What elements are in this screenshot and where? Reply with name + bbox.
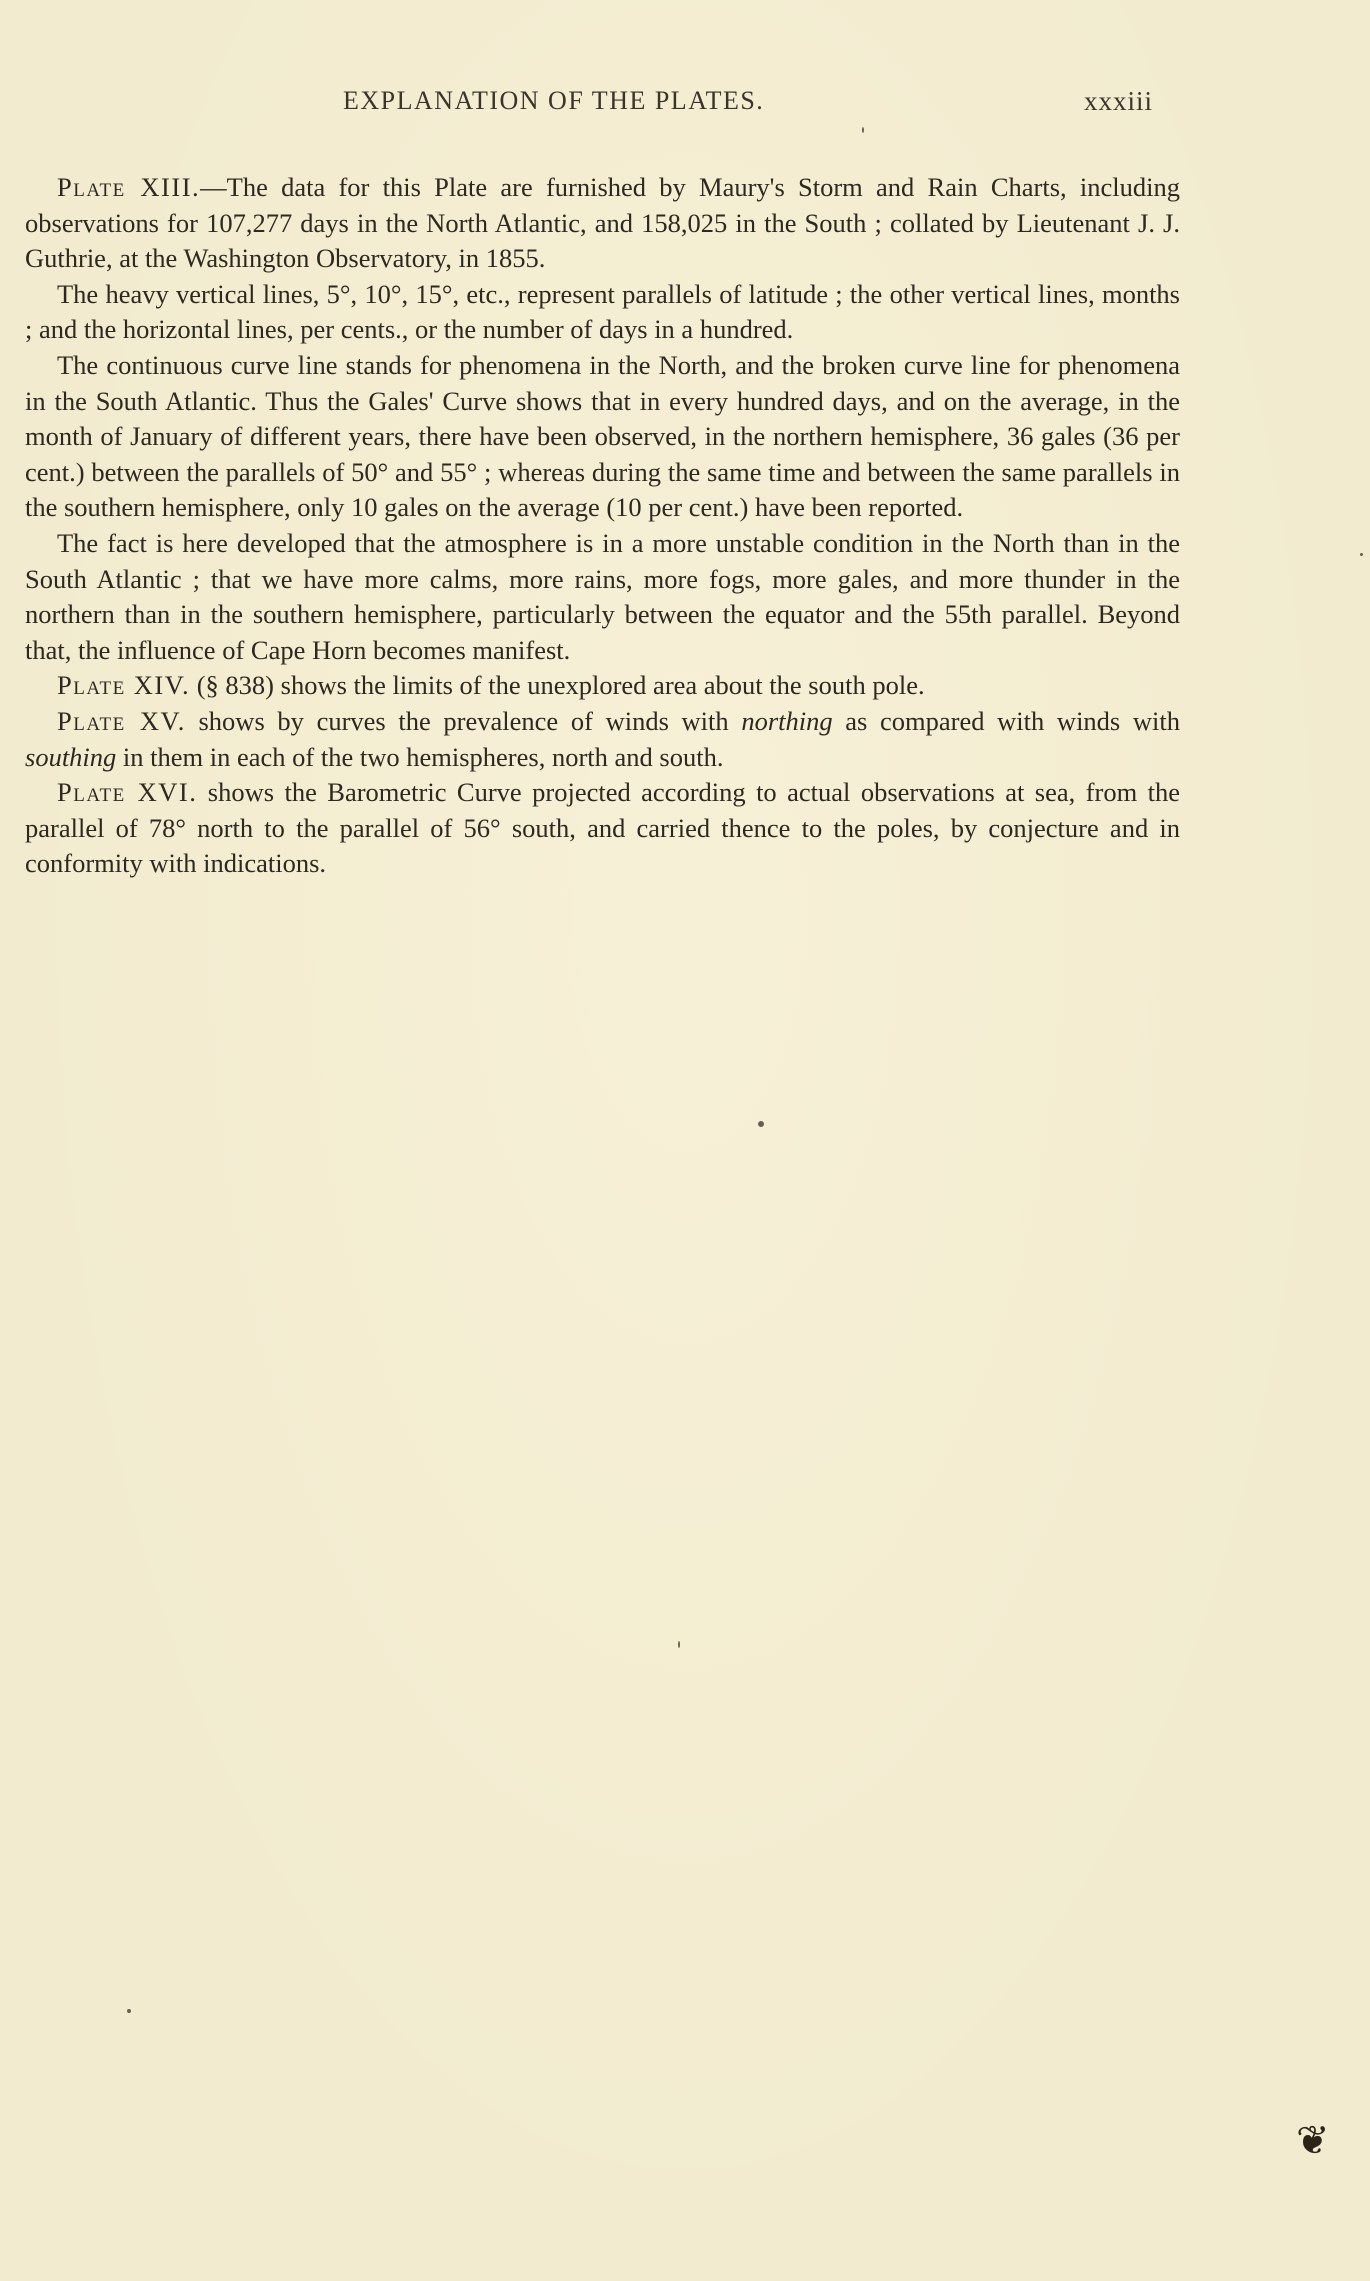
vertical-lines-text: The heavy vertical lines, 5°, 10°, 15°, etc., represent parallels of latitude ; the other vertical lines, months ; and the horizontal lines, per cents., or the number of days in a hundred. [25, 278, 1180, 345]
paragraph-atmosphere [25, 526, 1180, 668]
plate-xiii-text: —The data for this Plate are furnished by Maury's Storm and Rain Charts, including observations for 107,277 days in the North Atlantic, and 158,025 in the South ; collated by Lieutenant J. J. Guthrie, at the Washington Observatory, in 1855. [25, 172, 1180, 274]
curve-lines-text: The continuous curve line stands for phenomena in the North, and the broken curve line for phenomena in the South Atlantic. Thus the Gales' Curve shows that in every hundred days, and on the average, in the month of January of different years, there have been observed, in the northern hemisphere, 36 gales (36 per cent.) between the parallels of 50° and 55° ; whereas during the same time and between the same parallels in the southern hemisphere, only 10 gales on the average (10 per cent.) have been reported. [25, 349, 1180, 523]
atmosphere-text: The fact is here developed that the atmosphere is in a more unstable condition in the North than in the South Atlantic ; that we have more calms, more rains, more fogs, more gales, and more thunder in the northern than in the southern hemisphere, particularly between the equator and the 55th parallel. Beyond that, the influence of Cape Horn becomes manifest. [25, 527, 1180, 665]
ink-speck [678, 1641, 680, 1648]
plate-xv-text-middle: as compared with winds with [832, 705, 1181, 736]
paragraph-plate-xiv [25, 668, 1180, 704]
plate-xiii-label: Plate XIII. [57, 172, 201, 202]
page-number: xxxiii [1084, 86, 1154, 116]
running-head [0, 86, 1370, 126]
plate-xiv-label: Plate XIV. [57, 670, 191, 701]
ink-speck [1360, 553, 1363, 556]
plate-xv-label: Plate XV. [57, 705, 186, 736]
ornament-icon: ❦ [1296, 2118, 1330, 2164]
paragraph-curve-lines [25, 348, 1180, 526]
paragraph-vertical-lines [25, 277, 1180, 348]
plate-xv-text-after: in them in each of the two hemispheres, north and south. [116, 741, 724, 772]
plate-xv-text-before: shows by curves the prevalence of winds with [185, 705, 742, 736]
ink-speck [758, 1121, 764, 1127]
paragraph-plate-xvi [25, 775, 1180, 882]
plate-xvi-label: Plate XVI. [57, 777, 198, 808]
ink-speck [127, 2009, 131, 2013]
body-text [25, 170, 1180, 882]
paragraph-plate-xv [25, 704, 1180, 775]
paragraph-plate-xiii [25, 170, 1180, 277]
plate-xiv-text: (§ 838) shows the limits of the unexplored area about the south pole. [190, 670, 925, 701]
plate-xvi-text: shows the Barometric Curve projected according to actual observations at sea, from the parallel of 78° north to the parallel of 56° south, and carried thence to the poles, by conjecture and in conformity with indications. [25, 777, 1180, 879]
plate-xv-northing: northing [741, 705, 833, 736]
ink-speck [862, 127, 864, 133]
running-title: EXPLANATION OF THE PLATES. [343, 86, 765, 115]
plate-xv-southing: southing [25, 741, 117, 772]
